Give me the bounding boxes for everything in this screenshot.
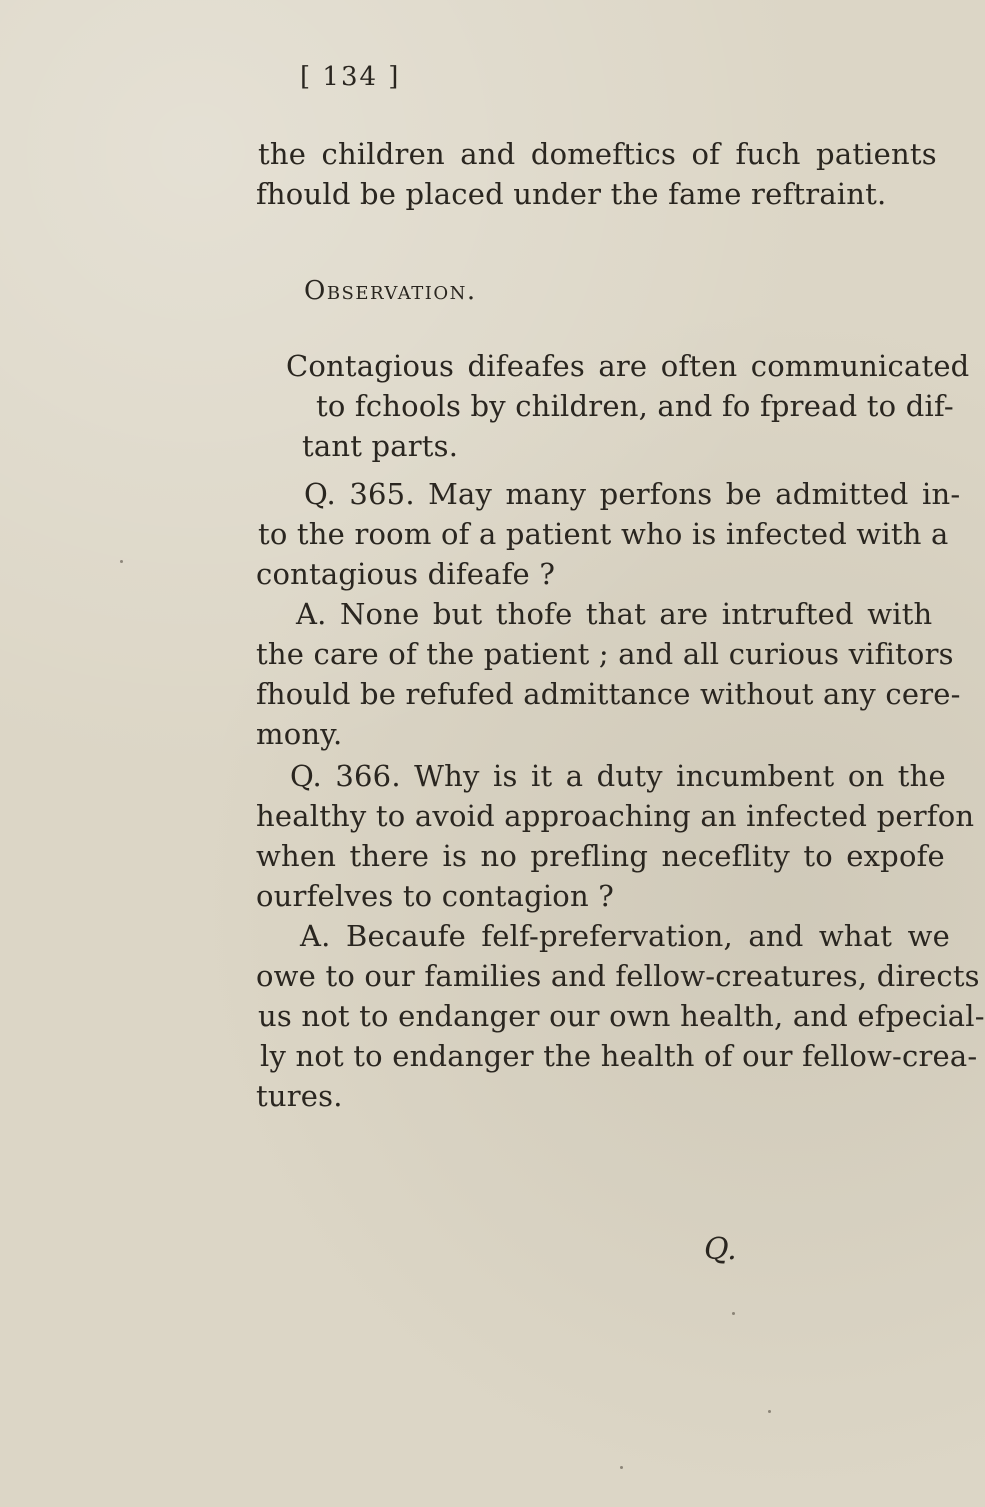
- paper-speck: [732, 1312, 735, 1315]
- text-line-9: A. None but thofe that are intrufted with: [296, 597, 933, 631]
- text-line-11: fhould be refufed admittance without any cere-: [256, 677, 961, 711]
- paper-speck: [768, 1410, 771, 1413]
- catchword: Q.: [704, 1232, 737, 1267]
- text-line-4: to fchools by children, and fo fpread to dif-: [316, 389, 954, 423]
- text-line-7: to the room of a patient who is infected with a: [258, 517, 949, 551]
- text-line-20: ly not to endanger the health of our fellow-crea-: [260, 1039, 978, 1073]
- text-line-12: mony.: [256, 717, 343, 751]
- text-line-17: A. Becaufe felf-prefervation, and what we: [300, 919, 950, 953]
- text-line-8: contagious difeafe ?: [256, 557, 556, 591]
- text-line-19: us not to endanger our own health, and efpecial-: [258, 999, 985, 1033]
- text-line-13: Q. 366. Why is it a duty incumbent on the: [290, 759, 946, 793]
- paper-speck: [120, 560, 123, 563]
- text-line-16: ourfelves to contagion ?: [256, 879, 615, 913]
- text-line-21: tures.: [256, 1079, 343, 1113]
- section-heading: Observation.: [304, 276, 477, 306]
- text-line-2: fhould be placed under the fame reftraint.: [256, 177, 887, 211]
- text-line-5: tant parts.: [302, 429, 459, 463]
- text-line-1: the children and domeftics of fuch patients: [258, 137, 937, 171]
- page-number: [ 134 ]: [300, 62, 401, 92]
- text-line-15: when there is no prefling neceflity to expofe: [256, 839, 945, 873]
- text-line-10: the care of the patient ; and all curious vifitors: [256, 637, 954, 671]
- text-line-14: healthy to avoid approaching an infected perfon: [256, 799, 975, 833]
- text-line-18: owe to our families and fellow-creatures, directs: [256, 959, 980, 993]
- text-line-6: Q. 365. May many perfons be admitted in-: [304, 477, 961, 511]
- paper-speck: [620, 1466, 623, 1469]
- text-line-3: Contagious difeafes are often communicated: [286, 349, 970, 383]
